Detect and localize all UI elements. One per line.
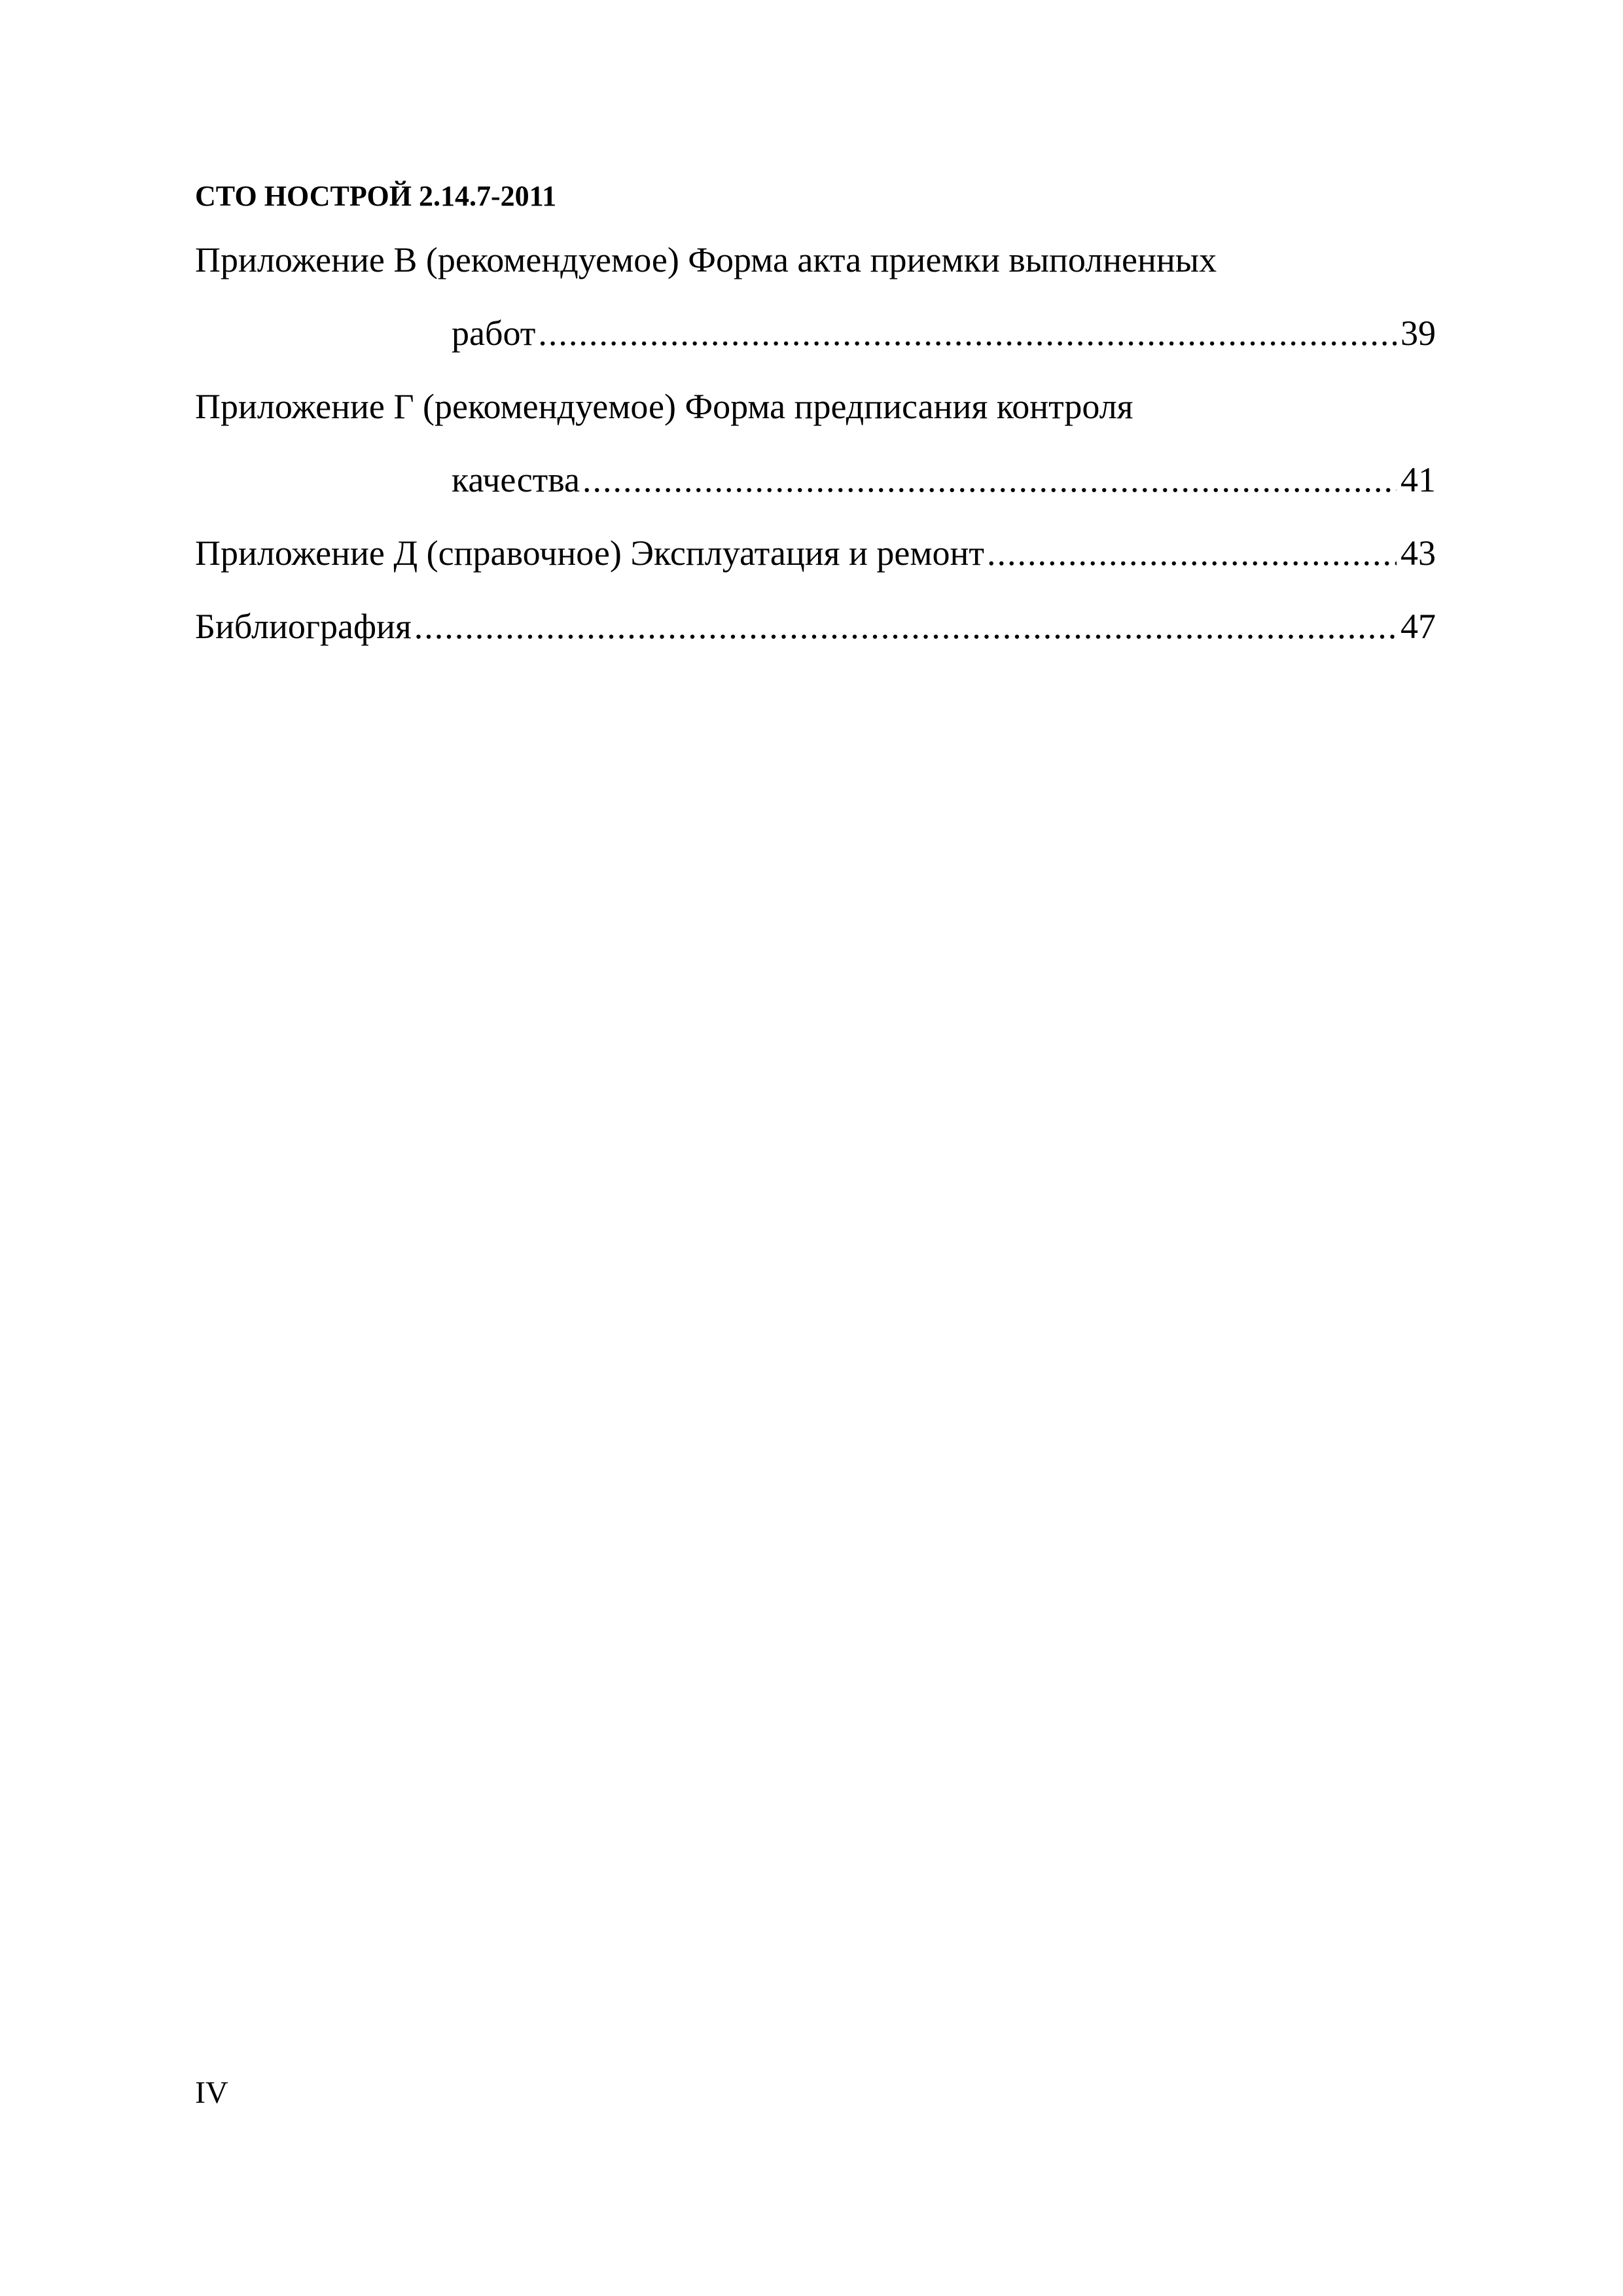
toc-entry-title-continuation: работ [452,314,536,353]
toc-page-number: 43 [1400,533,1436,573]
toc-entry-appendix-g [195,386,1436,501]
toc-entry-title-continuation: качества [452,460,580,499]
dot-leader [535,312,1397,354]
dot-leader [984,532,1397,574]
document-code-header: СТО НОСТРОЙ 2.14.7-2011 [195,180,557,212]
toc-entry-bibliography [195,605,1436,647]
toc-entry-title: Библиография [195,607,412,646]
toc-entry-title: Приложение В (рекомендуемое) Форма акта приемки выполненных [195,240,1217,279]
toc-entry-continuation-line [195,312,1436,354]
toc-entry-title-line [195,532,1436,574]
toc-entry-continuation-line [195,459,1436,501]
toc-entry-title-line [195,386,1436,427]
toc-page-number: 39 [1400,314,1436,353]
toc-entry-appendix-d [195,532,1436,574]
toc-entry-appendix-v [195,239,1436,354]
dot-leader [412,605,1397,647]
dot-leader [580,459,1397,501]
toc-entry-title: Приложение Г (рекомендуемое) Форма предписания контроля [195,387,1133,426]
toc-entry-title: Приложение Д (справочное) Эксплуатация и ремонт [195,533,984,573]
toc-entry-title-line [195,239,1436,281]
toc-page-number: 41 [1400,460,1436,499]
toc-page-number: 47 [1400,607,1436,646]
toc-entry-title-line [195,605,1436,647]
page-number-footer: IV [195,2075,228,2110]
table-of-contents [195,239,1436,679]
